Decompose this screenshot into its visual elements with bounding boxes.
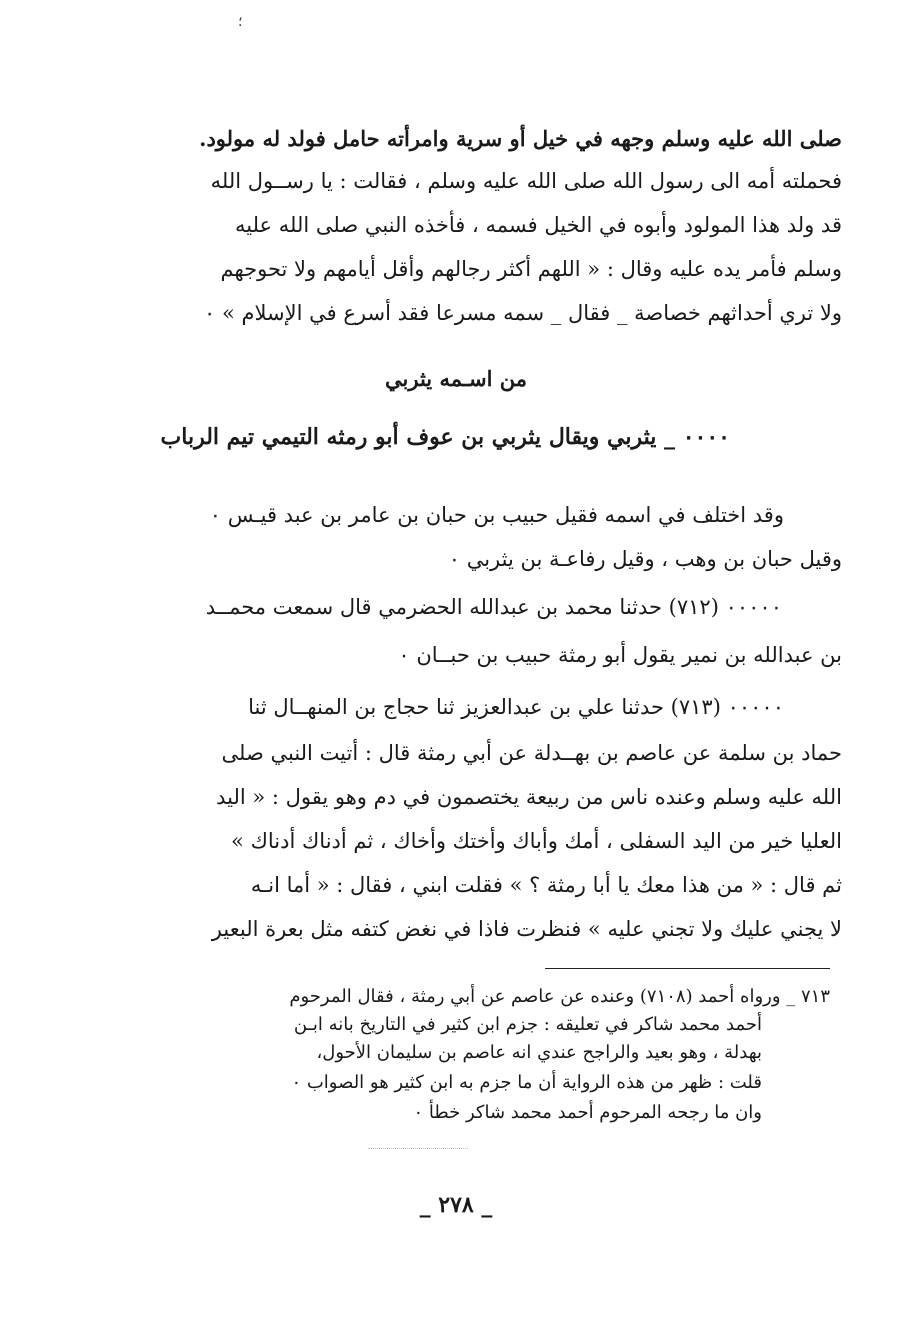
hadith-line: بن عبدالله بن نمير يقول أبو رمثة حبيب بن حبــان ٠	[398, 643, 842, 667]
hadith-line: ٠٠٠٠٠ (٧١٣) حدثنا علي بن عبدالعزيز ثنا حجاج بن المنهــال ثنا	[248, 695, 784, 719]
paragraph-line: صلى الله عليه وسلم وجهه في خيل أو سرية وامرأته حامل فولد له مولود.	[199, 126, 842, 151]
footnote-rule	[545, 968, 830, 969]
entry-title: ٠٠٠٠ _ يثربي ويقال يثربي بن عوف أبو رمثه التيمي تيم الرباب	[160, 424, 730, 450]
hadith-line: ثم قال : « من هذا معك يا أبا رمثة ؟ » فقلت ابني ، فقال : « أما انـه	[250, 873, 842, 897]
footnote-line: وان ما رجحه المرحوم أحمد محمد شاكر خطأ ٠	[413, 1102, 762, 1123]
stray-mark: ؛	[238, 14, 243, 30]
page-number: _ ٢٧٨ _	[419, 1192, 493, 1218]
paragraph-line: ولا تري أحداثهم خصاصة _ فقال _ سمه مسرعا فقد أسرع في الإسلام » ٠	[204, 301, 842, 325]
footnote-line: ٧١٣ _ ورواه أحمد (٧١٠٨) وعنده عن عاصم عن أبي رمثة ، فقال المرحوم	[289, 986, 830, 1007]
paragraph-line: وقيل حبان بن وهب ، وقيل رفاعـة بن يثربي ٠	[448, 547, 842, 571]
paragraph-line: وقد اختلف في اسمه فقيل حبيب بن حبان بن عامر بن عبد قيـس ٠	[209, 503, 784, 527]
hadith-line: حماد بن سلمة عن عاصم بن بهــدلة عن أبي رمثة قال : أتيت النبي صلى	[221, 741, 842, 765]
hadith-line: العليا خير من اليد السفلى ، أمك وأباك وأختك وأخاك ، ثم أدناك أدناك »	[231, 829, 842, 853]
footnote-line: أحمد محمد شاكر في تعليقه : جزم ابن كثير في التاريخ بانه ابـن	[293, 1014, 762, 1035]
paragraph-line: وسلم فأمر يده عليه وقال : « اللهم أكثر رجالهم وأقل أيامهم ولا تحوجهم	[220, 257, 842, 281]
paragraph-line: قد ولد هذا المولود وأبوه في الخيل فسمه ، فأخذه النبي صلى الله عليه	[234, 213, 842, 237]
faint-dotted-mark	[368, 1148, 468, 1149]
paragraph-line: فحملته أمه الى رسول الله صلى الله عليه وسلم ، فقالت : يا رســول الله	[210, 169, 842, 193]
hadith-line: ٠٠٠٠٠ (٧١٢) حدثنا محمد بن عبدالله الحضرمي قال سمعت محمــد	[205, 595, 782, 619]
hadith-line: الله عليه وسلم وعنده ناس من ربيعة يختصمون في دم وهو يقول : « اليد	[216, 785, 842, 809]
footnote-line: قلت : ظهر من هذه الرواية أن ما جزم به ابن كثير هو الصواب ٠	[291, 1072, 762, 1093]
footnote-line: بهدلة ، وهو بعيد والراجح عندي انه عاصم بن سليمان الأحول،	[316, 1042, 762, 1063]
hadith-line: لا يجني عليك ولا تجني عليه » فنظرت فاذا في نغض كتفه مثل بعرة البعير	[211, 917, 842, 941]
section-heading: من اسـمه يثربي	[385, 366, 527, 391]
